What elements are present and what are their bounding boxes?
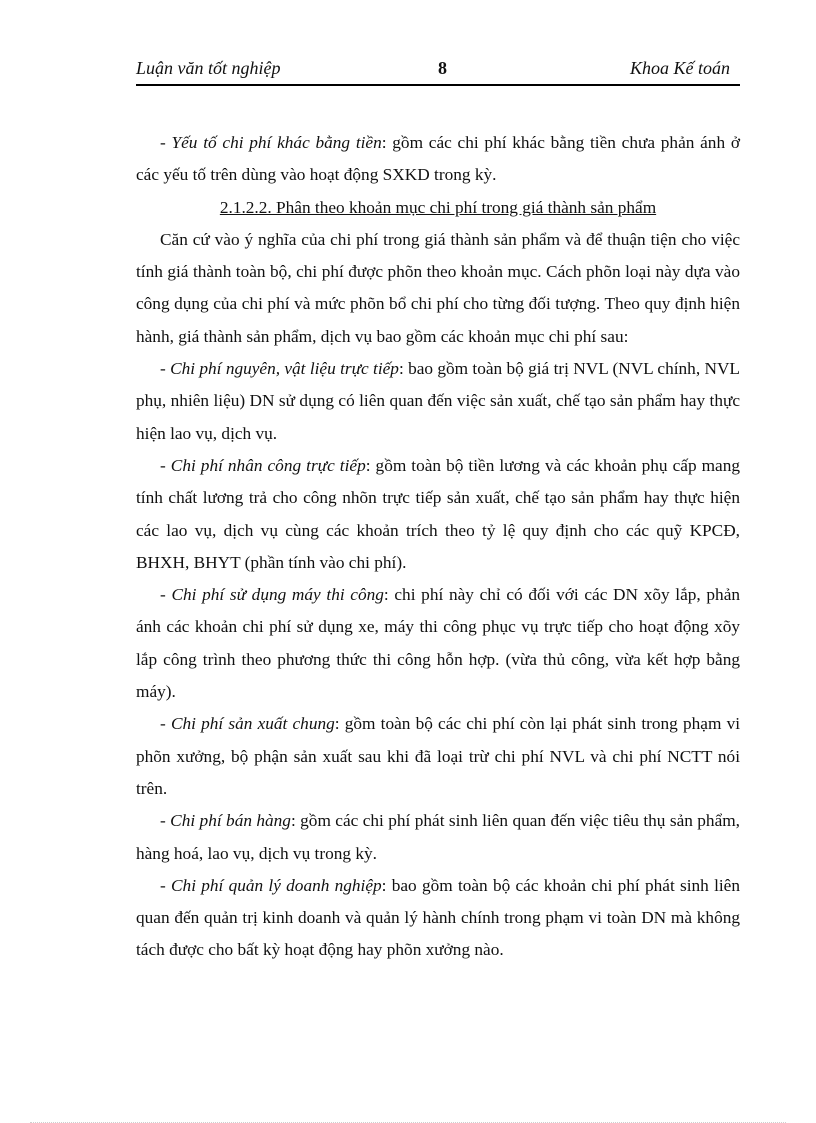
term-description: : gồm toàn bộ tiền lương và các khoản phụ cấp mang tính chất lương trả cho công nhõn trực tiếp sản xuất, chế tạo sản phẩm hay thực hiện các lao vụ, dịch vụ cùng các khoản trích theo tỷ lệ quy định cho các quỹ KPCĐ, BHXH, BHYT (phần tính vào chi phí). <box>136 455 741 572</box>
list-dash: - <box>160 455 171 475</box>
list-dash: - <box>160 875 172 895</box>
thesis-label: Luận văn tốt nghiệp <box>136 58 281 78</box>
list-dash: - <box>160 133 172 152</box>
list-item <box>136 708 740 805</box>
term-label: Chi phí nguyên, vật liệu trực tiếp <box>170 359 399 379</box>
list-dash: - <box>160 585 172 605</box>
list-item <box>136 450 740 579</box>
body-paragraph: Căn cứ vào ý nghĩa của chi phí trong giá thành sản phẩm và để thuận tiện cho việc tính giá thành toàn bộ, chi phí được phõn theo khoản mục. Cách phõn loại này dựa vào công dụng của chi phí và mức phõn bổ chi phí cho từng đối tượng. Theo quy định hiện hành, giá thành sản phẩm, dịch vụ bao gồm các khoản mục chi phí sau: <box>136 229 740 346</box>
page-header <box>136 56 740 86</box>
intro-paragraph <box>136 127 740 192</box>
department-label: Khoa Kế toán <box>629 58 730 78</box>
term-description: : gồm toàn bộ các chi phí còn lại phát sinh trong phạm vi phõn xưởng, bộ phận sản xuất sau khi đã loại trừ chi phí NVL và chi phí NCTT nói trên. <box>136 714 741 798</box>
list-dash: - <box>160 811 171 831</box>
term-label: Chi phí sản xuất chung <box>170 714 335 734</box>
term-description: : gồm các chi phí phát sinh liên quan đến việc tiêu thụ sản phẩm, hàng hoá, lao vụ, dịch vụ trong kỳ. <box>136 811 741 863</box>
term-description: : chi phí này chỉ có đối với các DN xõy lắp, phản ánh các khoản chi phí sử dụng xe, máy thi công phục vụ trực tiếp cho hoạt động xõy lắp công trình theo phương thức thi công hỗn hợp. (vừa thủ công, vừa kết hợp bằng máy). <box>136 585 741 702</box>
list-item <box>136 870 740 967</box>
term-label: Chi phí bán hàng <box>170 811 291 831</box>
term-label: Chi phí quản lý doanh nghiệp <box>171 875 382 895</box>
page-number: 8 <box>438 58 447 78</box>
list-item <box>136 805 740 870</box>
section-heading: 2.1.2.2. Phân theo khoản mục chi phí trong giá thành sản phẩm <box>219 197 657 217</box>
list-item <box>136 353 740 450</box>
term-description: : gồm các chi phí khác bằng tiền chưa phản ánh ở các yếu tố trên dùng vào hoạt động SXKD trong kỳ. <box>136 133 740 185</box>
term-label: Chi phí sử dụng máy thi công <box>171 585 384 605</box>
list-item <box>136 579 740 708</box>
term-label: Chi phí nhân công trực tiếp <box>170 455 366 475</box>
term-description: : bao gồm toàn bộ các khoản chi phí phát sinh liên quan đến quản trị kinh doanh và quản lý hành chính trong phạm vi toàn DN mà không tách được cho bất kỳ hoạt động hay phõn xưởng nào. <box>136 875 740 960</box>
page-body <box>136 127 740 967</box>
term-description: : bao gồm toàn bộ giá trị NVL (NVL chính, NVL phụ, nhiên liệu) DN sử dụng có liên quan đến việc sản xuất, chế tạo sản phẩm hay thực hiện lao vụ, dịch vụ. <box>136 359 740 443</box>
list-dash: - <box>160 359 171 379</box>
term-label: Yếu tố chi phí khác bằng tiền <box>171 133 382 152</box>
list-dash: - <box>160 714 171 734</box>
